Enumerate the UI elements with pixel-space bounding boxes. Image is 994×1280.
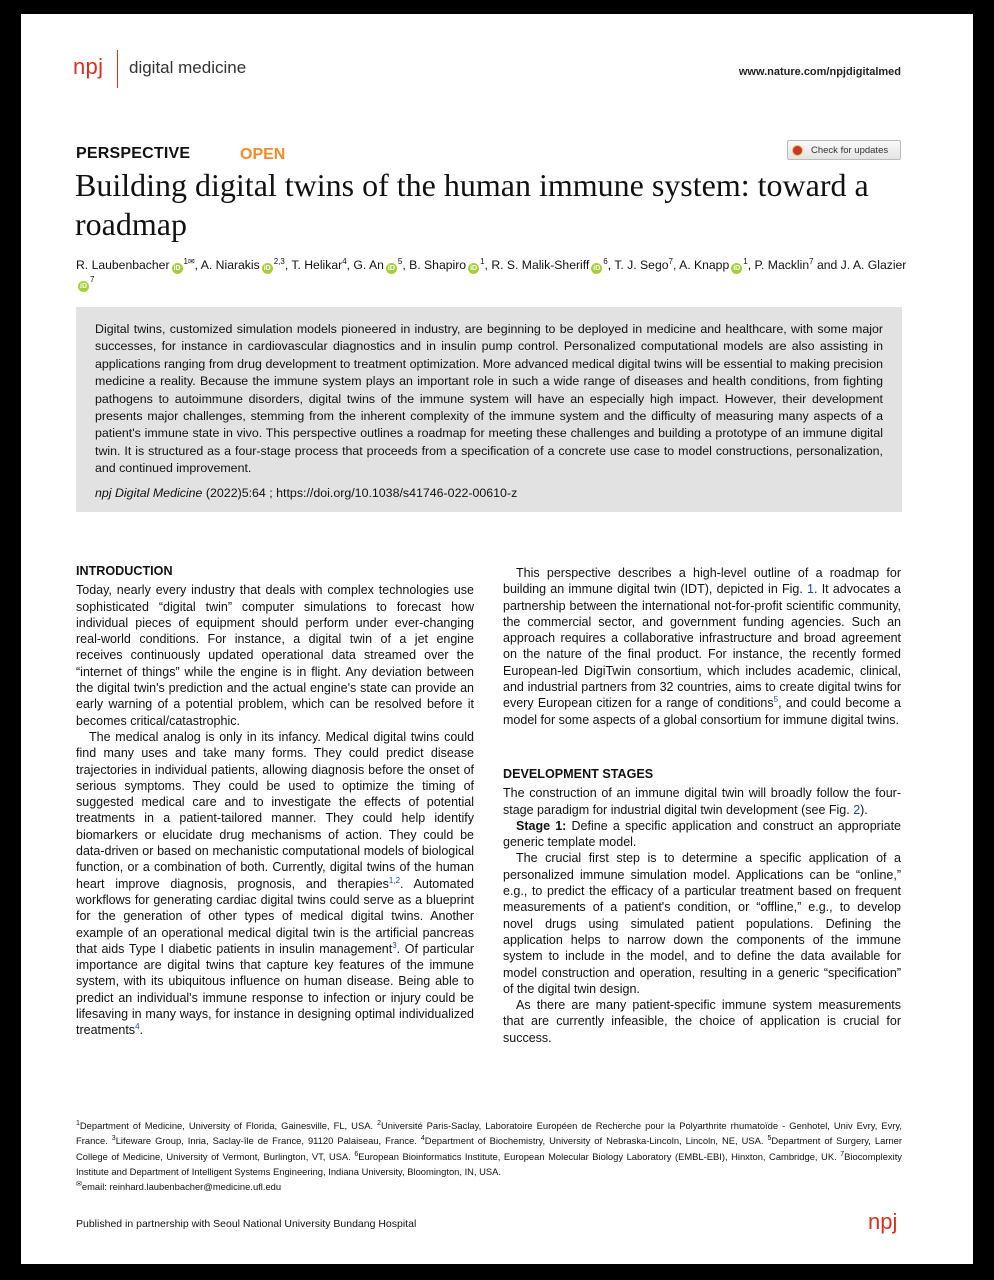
p3-text-c: , and could become a model for some aspects of a global consortium for immune digital twins. [503,696,901,727]
affiliation-text: Biocomplexity Institute and Department of Intelligent Systems Engineering, Indiana University, Bloomington, IN, USA. [76,1150,902,1177]
author-affiliation-number: 1 [183,257,188,266]
right-column [503,565,901,1046]
author-affiliation-number: 6 [603,257,608,266]
author-affiliation-number: 5 [397,257,403,266]
author-affiliation-number: 7 [90,275,95,284]
reference-link[interactable]: 3 [392,940,397,950]
figure-link[interactable]: 2 [853,802,861,817]
stage-1-paragraph [503,818,901,851]
npj-logo: npj [73,54,104,79]
intro-paragraph-1: Today, nearly every industry that deals with complex technologies use sophisticated “digital twin” computer simulations to forecast how individual pieces of equipment should perform under ever-changing real-world conditions. For instance, a digital twin of a jet engine receives continuously updated operational data streamed over the “internet of things” while the engine is in flight. Any deviation between the digital twin's prediction and the actual engine's state can provide an early warning of a potential problem, which can be resolved before it becomes critical/catastrophic. [76,583,474,728]
author-name[interactable]: A. Knapp [679,258,730,272]
affiliation-text: Department of Medicine, University of Florida, Gainesville, FL, USA. [79,1120,378,1131]
author-affiliation-number: 2,3 [273,257,285,266]
orcid-icon[interactable]: iD [387,265,395,272]
author-affiliation-number: 7 [809,257,814,266]
email-icon[interactable]: ✉ [187,257,195,266]
author-affiliation-number: 7 [668,257,673,266]
author-affiliation-number: 4 [342,257,347,266]
footer-npj-logo: npj [868,1209,898,1234]
article-type-label: PERSPECTIVE [76,145,191,162]
affiliation-text: European Bioinformatics Institute, European Molecular Biology Laboratory (EMBL-EBI), Hinxton, Cambridge, UK. [358,1150,841,1162]
author-name[interactable]: J. A. Glazier [840,258,907,272]
figure-link[interactable]: 1 [807,582,814,597]
author-affiliation-number: 1 [480,257,485,266]
intro-paragraph-3 [503,565,901,728]
author-name[interactable]: G. An [353,258,384,272]
p2-text-c: . Of particular importance are digital twins that capture key features of the immune system, with its ubiquitous influence on human disease. Being able to predict an individual's immune response to infection or injury could be lifesaving in many ways, for instance in designing optimal individualized treatments [76,941,475,1038]
dev-paragraph-2: The crucial first step is to determine a specific application of a personalized immune simulation model. Applications can be “online,” e.g., to predict the efficacy of a particular treatment based on frequent measurements of a patient's condition, or “offline,” e.g., to develop novel drugs using simulated patient populations. Defining the application helps to narrow down the components of the immune system to include in the model, and to define the data available for model construction and operation, resulting in a generic “specification” of the digital twin design. [503,851,901,996]
author-name[interactable]: R. Laubenbacher [76,258,170,272]
p4-text-a: The construction of an immune digital twin will broadly follow the four-stage paradigm for industrial digital twin development (see Fig. [503,786,901,817]
open-access-label: OPEN [240,146,286,163]
author-name[interactable]: A. Niarakis [200,258,260,272]
author-name[interactable]: R. S. Malik-Sheriff [491,258,590,272]
stage-1-text: Define a specific application and construct an appropriate generic template model. [503,818,901,850]
affiliation-text: Department of Surgery, Larner College of Medicine, University of Vermont, Burlington, VT, USA. [76,1135,902,1162]
orcid-icon[interactable]: iD [80,283,87,290]
affiliation-number: 1 [76,1120,80,1127]
footer-partnership: Published in partnership with Seoul National University Bundang Hospital [76,1218,417,1230]
article-page [21,14,973,1264]
p3-text-a: This perspective describes a high-level outline of a roadmap for building an immune digital twin (IDT), depicted in Fig. [503,566,901,597]
p3-text-b: . It advocates a partnership between the international not-for-profit scientific community, the commercial sector, and government funding agencies. Such an approach requires a collaborative infrastructure and broad agreement on the nature of the final product. For instance, the recently formed European-led DigiTwin consortium, which includes academic, clinical, and industrial partners from 32 countries, aims to create digital twins for every European citizen for a range of conditions [503,582,901,711]
author-affiliation-number: 1 [743,257,748,266]
development-stages-heading: DEVELOPMENT STAGES [503,766,654,781]
journal-url-link[interactable]: www.nature.com/npjdigitalmed [738,66,901,78]
reference-link[interactable]: 4 [135,1022,140,1032]
affiliation-text: Université Paris-Saclay, Laboratoire Européen de Recherche pour la Polyarthrite rhumatoïde - Genhotel, Univ Evry, Evry, France. [76,1120,902,1147]
orcid-icon[interactable]: iD [470,265,478,272]
intro-paragraph-2 [76,729,474,1039]
check-for-updates-button[interactable] [787,140,901,160]
abstract-box [76,307,902,512]
citation-line [95,486,883,500]
affiliation-number: 7 [840,1150,845,1158]
orcid-icon[interactable]: iD [173,265,181,272]
article-title: Building digital twins of the human immune system: toward a roadmap [75,167,869,242]
affiliations [76,1118,902,1194]
check-for-updates-label: Check for updates [811,144,889,156]
abstract-text: Digital twins, customized simulation models pioneered in industry, are beginning to be deployed in medicine and healthcare, with some major successes, for instance in cardiovascular diagnostics and in insulin pump control. Personalized computational models are also assisting in applications ranging from drug development to treatment optimization. More advanced medical digital twins will be essential to making precision medicine a reality. Because the immune system plays an important role in such a wide range of diseases and health conditions, from fighting pathogens to autoimmune disorders, digital twins of the immune system will have an especially high impact. However, their development presents major challenges, stemming from the inherent complexity of the immune system and the difficulty of measuring many aspects of a patient's immune state in vivo. This perspective outlines a roadmap for meeting these challenges and building a prototype of an immune digital twin. It is structured as a four-stage process that proceeds from a specification of a concrete use case to model constructions, personalization, and continued improvement. [95,322,883,476]
p2-text-b: . Automated workflows for generating cardiac digital twins could serve as a blueprint for the generation of other types of medical digital twins. Another example of an operational medical digital twin is the artificial pancreas that aids Type I diabetic patients in insulin management [76,876,474,956]
author-name[interactable]: P. Macklin [754,258,810,272]
p2-text-d: . [139,1023,143,1038]
p4-text-b: ). [860,802,868,817]
orcid-icon[interactable]: iD [593,265,601,272]
reference-link[interactable]: 5 [773,695,779,705]
brand-divider [117,50,118,88]
crossmark-icon [792,145,803,156]
left-column [76,563,474,1039]
stage-1-label: Stage 1: [516,818,567,833]
journal-name: digital medicine [129,58,247,77]
orcid-icon[interactable]: iD [263,265,271,272]
citation-journal: npj Digital Medicine [95,485,203,500]
author-name[interactable]: T. Helikar [291,258,343,272]
affiliation-number: 4 [420,1135,425,1143]
introduction-heading: INTRODUCTION [76,564,173,578]
author-list: R. Laubenbacher $iD^{1✉}$, A. Niarakis iD$^{2,3}$, T. Helikar$^4$, G. An $iD^5$, B. Shapiro $iD^1$, R. S. Malik-Sheriff $iD^6$, T. J. Sego$^7$, A. Knapp $iD^1$, P. Macklin$^7$ and J. A. GlazieriD$^7$ [76,257,907,290]
reference-link[interactable]: 1,2 [388,875,401,885]
affiliation-number: 2 [377,1120,381,1127]
affiliation-number: 6 [354,1150,359,1158]
author-name[interactable]: T. J. Sego [614,258,669,272]
dev-paragraph-3: As there are many patient-specific immune system measurements that are currently infeasible, the choice of application is crucial for success. [503,998,901,1045]
orcid-icon[interactable]: iD [733,265,741,272]
affiliation-text: Department of Biochemistry, University of Nebraska-Lincoln, Lincoln, NE, USA. [424,1135,768,1147]
citation-doi[interactable]: (2022)5:64 ; https://doi.org/10.1038/s41746-022-00610-z [202,485,518,500]
affiliation-number: 5 [767,1135,772,1143]
affiliation-number: 3 [111,1135,116,1143]
dev-paragraph-1 [503,785,901,818]
p2-text-a: The medical analog is only in its infancy. Medical digital twins could find many uses and take many forms. They could predict disease trajectories in individual patients, allowing diagnosis before the onset of serious symptoms. They could be used to optimize the timing of suggested medical care and to investigate the effects of potential treatments in a patient-tailored manner. They could help identify biomarkers or elucidate drug mechanisms of action. They could be data-driven or based on mechanistic computational models of biological function, or a combination of both. Currently, digital twins of the human heart improve diagnosis, prognosis, and therapies [76,729,474,891]
corresponding-email[interactable]: email: reinhard.laubenbacher@medicine.ufl.edu [81,1181,282,1193]
affiliation-text: Lifeware Group, Inria, Saclay-île de France, 91120 Palaiseau, France. [115,1135,421,1147]
email-icon: ✉ [76,1181,82,1189]
author-name[interactable]: B. Shapiro [409,258,467,272]
